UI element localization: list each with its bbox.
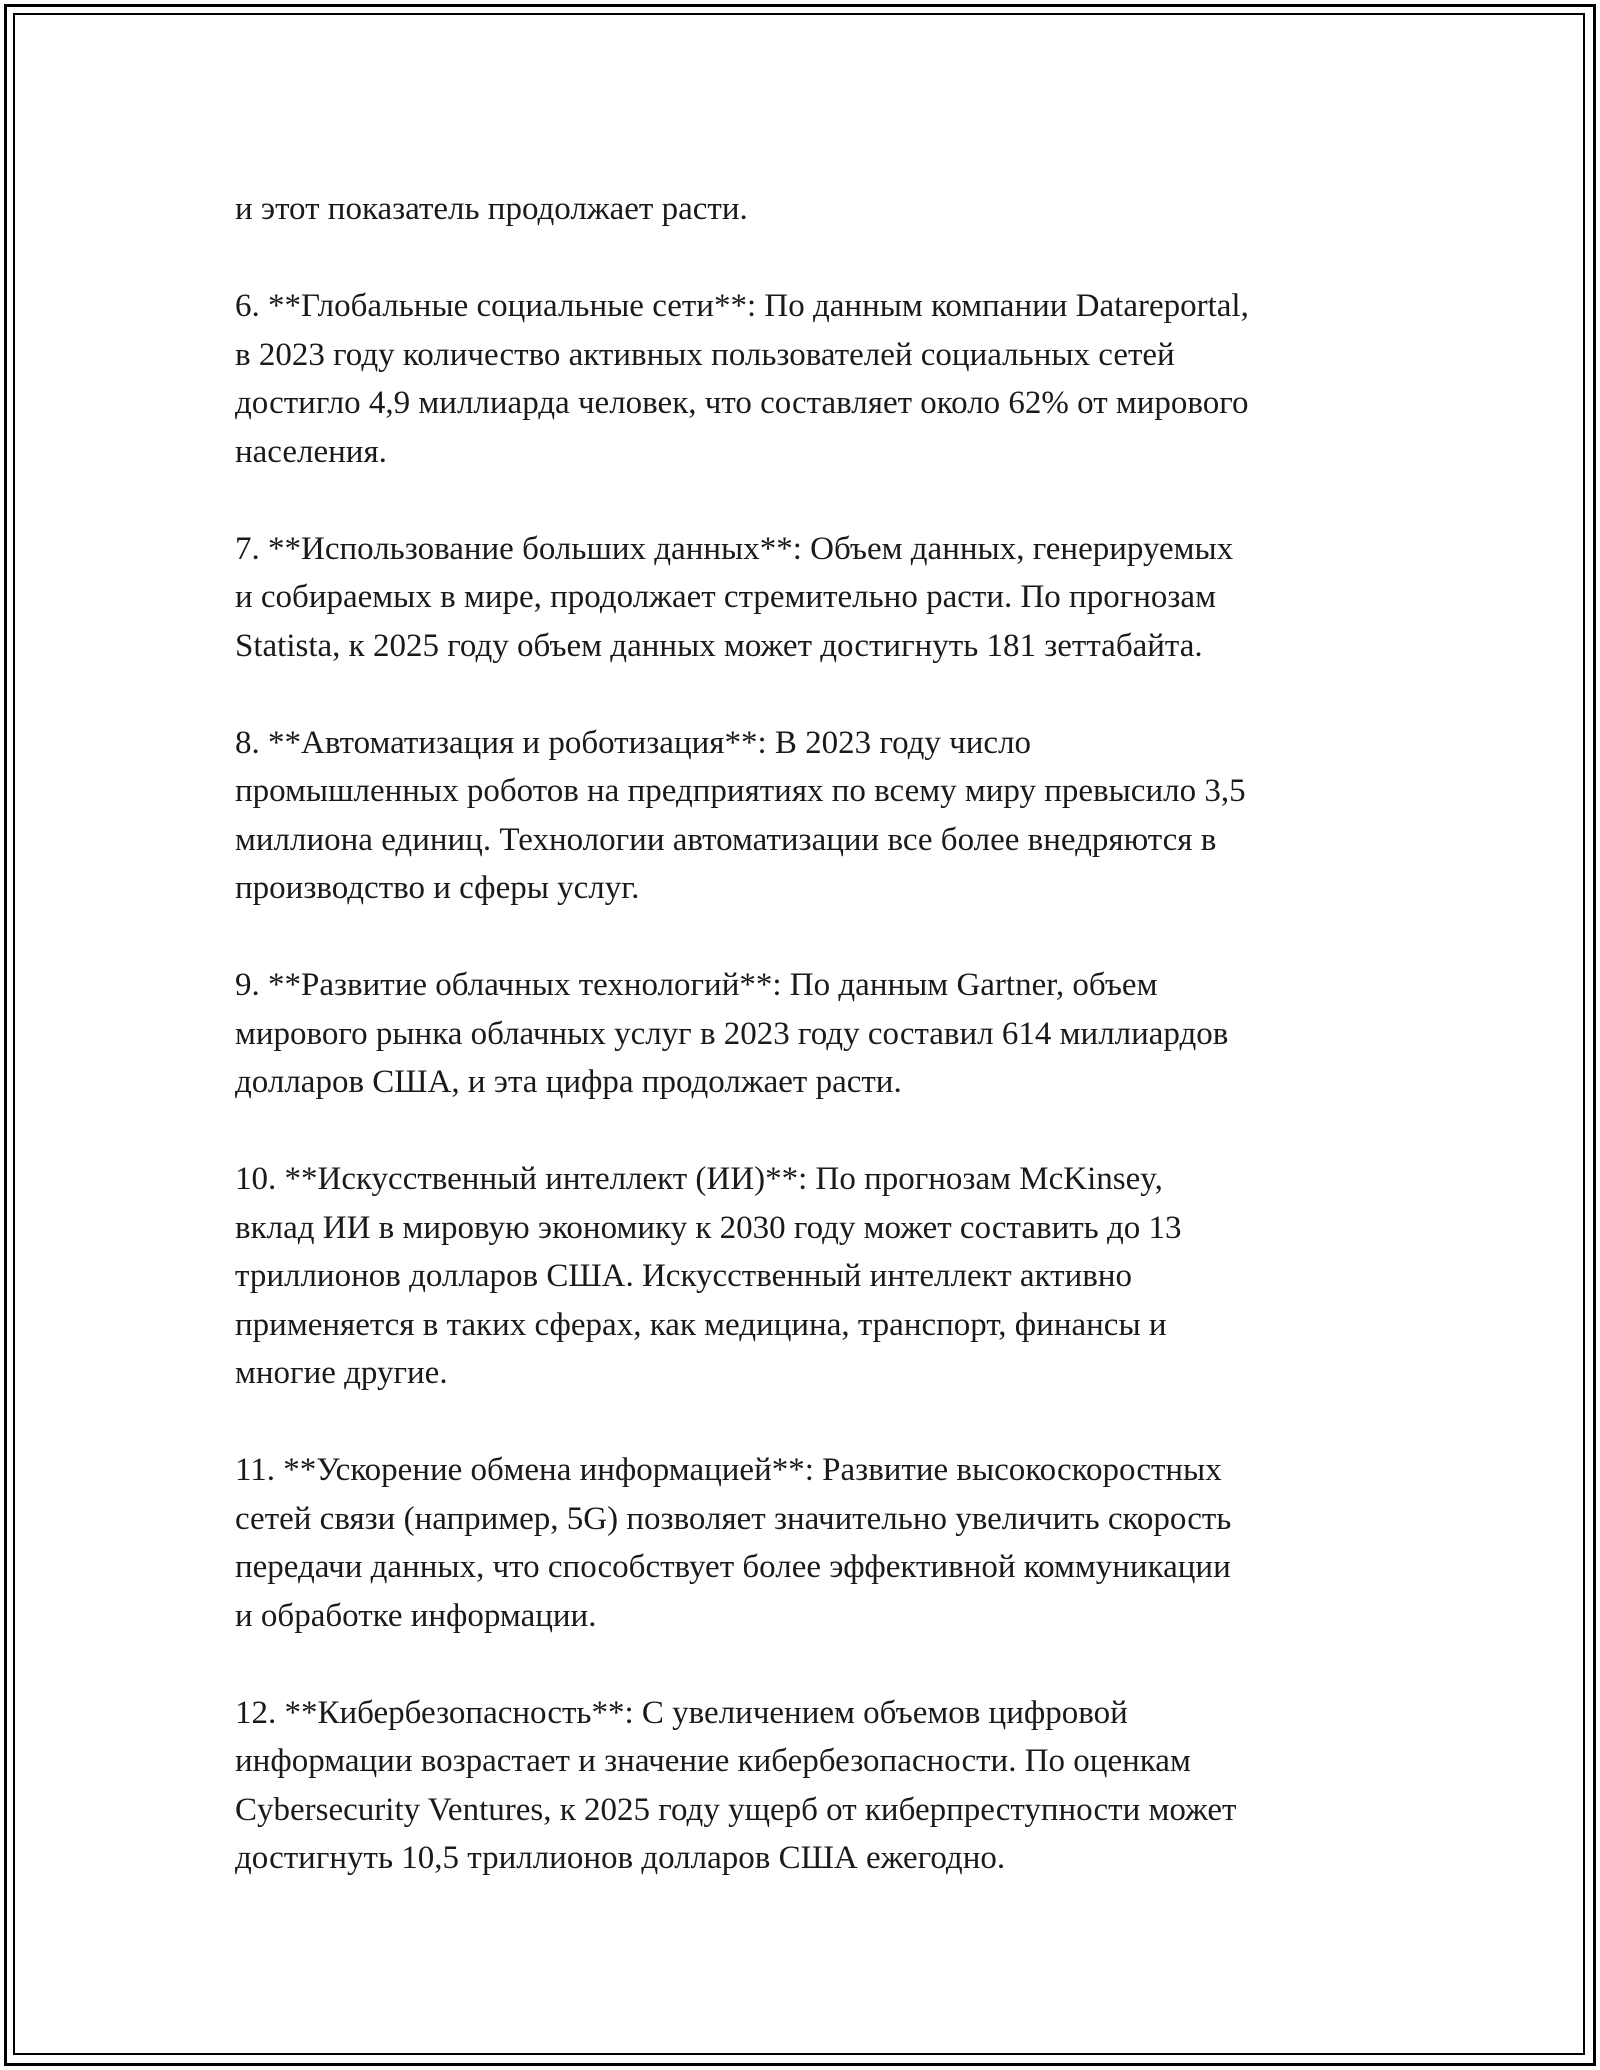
text-line: долларов США, и эта цифра продолжает расти. xyxy=(235,1064,902,1100)
text-line: Statista, к 2025 году объем данных может достигнуть 181 зеттабайта. xyxy=(235,627,1203,664)
paragraph-item-12 xyxy=(235,1689,1375,1883)
paragraph-item-8 xyxy=(235,719,1375,913)
text-line: применяется в таких сферах, как медицина, транспорт, финансы и xyxy=(235,1306,1167,1343)
text-line: 8. **Автоматизация и роботизация**: В 2023 году число xyxy=(235,724,1032,761)
text-line: Cybersecurity Ventures, к 2025 году ущерб от киберпреступности может xyxy=(235,1791,1237,1828)
text-line: достигнуть 10,5 триллионов долларов США ежегодно. xyxy=(235,1840,1006,1876)
text-line: многие другие. xyxy=(235,1355,448,1391)
paragraph-item-11 xyxy=(235,1446,1375,1640)
text-line: промышленных роботов на предприятиях по всему миру превысило 3,5 xyxy=(235,773,1246,809)
text-line: миллиона единиц. Технологии автоматизации все более внедряются в xyxy=(235,821,1217,858)
text-line: сетей связи (например, 5G) позволяет значительно увеличить скорость xyxy=(235,1500,1232,1537)
text-line: 12. **Кибербезопасность**: С увеличением объемов цифровой xyxy=(235,1694,1128,1731)
text-line: производство и сферы услуг. xyxy=(235,870,640,906)
text-line: 7. **Использование больших данных**: Объем данных, генерируемых xyxy=(235,530,1234,567)
paragraph-item-6 xyxy=(235,282,1375,476)
paragraph-item-9 xyxy=(235,961,1375,1107)
text-line: и этот показатель продолжает расти. xyxy=(235,191,748,227)
text-line: вклад ИИ в мировую экономику к 2030 году может составить до 13 xyxy=(235,1209,1182,1246)
text-line: информации возрастает и значение кибербезопасности. По оценкам xyxy=(235,1743,1191,1779)
text-line: и собираемых в мире, продолжает стремительно расти. По прогнозам xyxy=(235,579,1216,615)
text-line: мирового рынка облачных услуг в 2023 году составил 614 миллиардов xyxy=(235,1015,1229,1052)
text-line: и обработке информации. xyxy=(235,1597,597,1634)
text-line: 6. **Глобальные социальные сети**: По данным компании Datareportal, xyxy=(235,288,1249,324)
text-line: в 2023 году количество активных пользователей социальных сетей xyxy=(235,336,1175,373)
text-line: 9. **Развитие облачных технологий**: По данным Gartner, объем xyxy=(235,967,1158,1003)
paragraph-item-7 xyxy=(235,525,1375,671)
text-line: передачи данных, что способствует более эффективной коммуникации xyxy=(235,1549,1231,1585)
text-line: достигло 4,9 миллиарда человек, что составляет около 62% от мирового xyxy=(235,385,1249,421)
text-line: 10. **Искусственный интеллект (ИИ)**: По прогнозам McKinsey, xyxy=(235,1161,1163,1197)
paragraph-item-10 xyxy=(235,1155,1375,1398)
document-body xyxy=(235,185,1375,1931)
text-line: 11. **Ускорение обмена информацией**: Развитие высокоскоростных xyxy=(235,1452,1222,1488)
text-line: триллионов долларов США. Искусственный интеллект активно xyxy=(235,1258,1132,1294)
text-line: населения. xyxy=(235,433,387,470)
paragraph-continuation xyxy=(235,185,1375,234)
